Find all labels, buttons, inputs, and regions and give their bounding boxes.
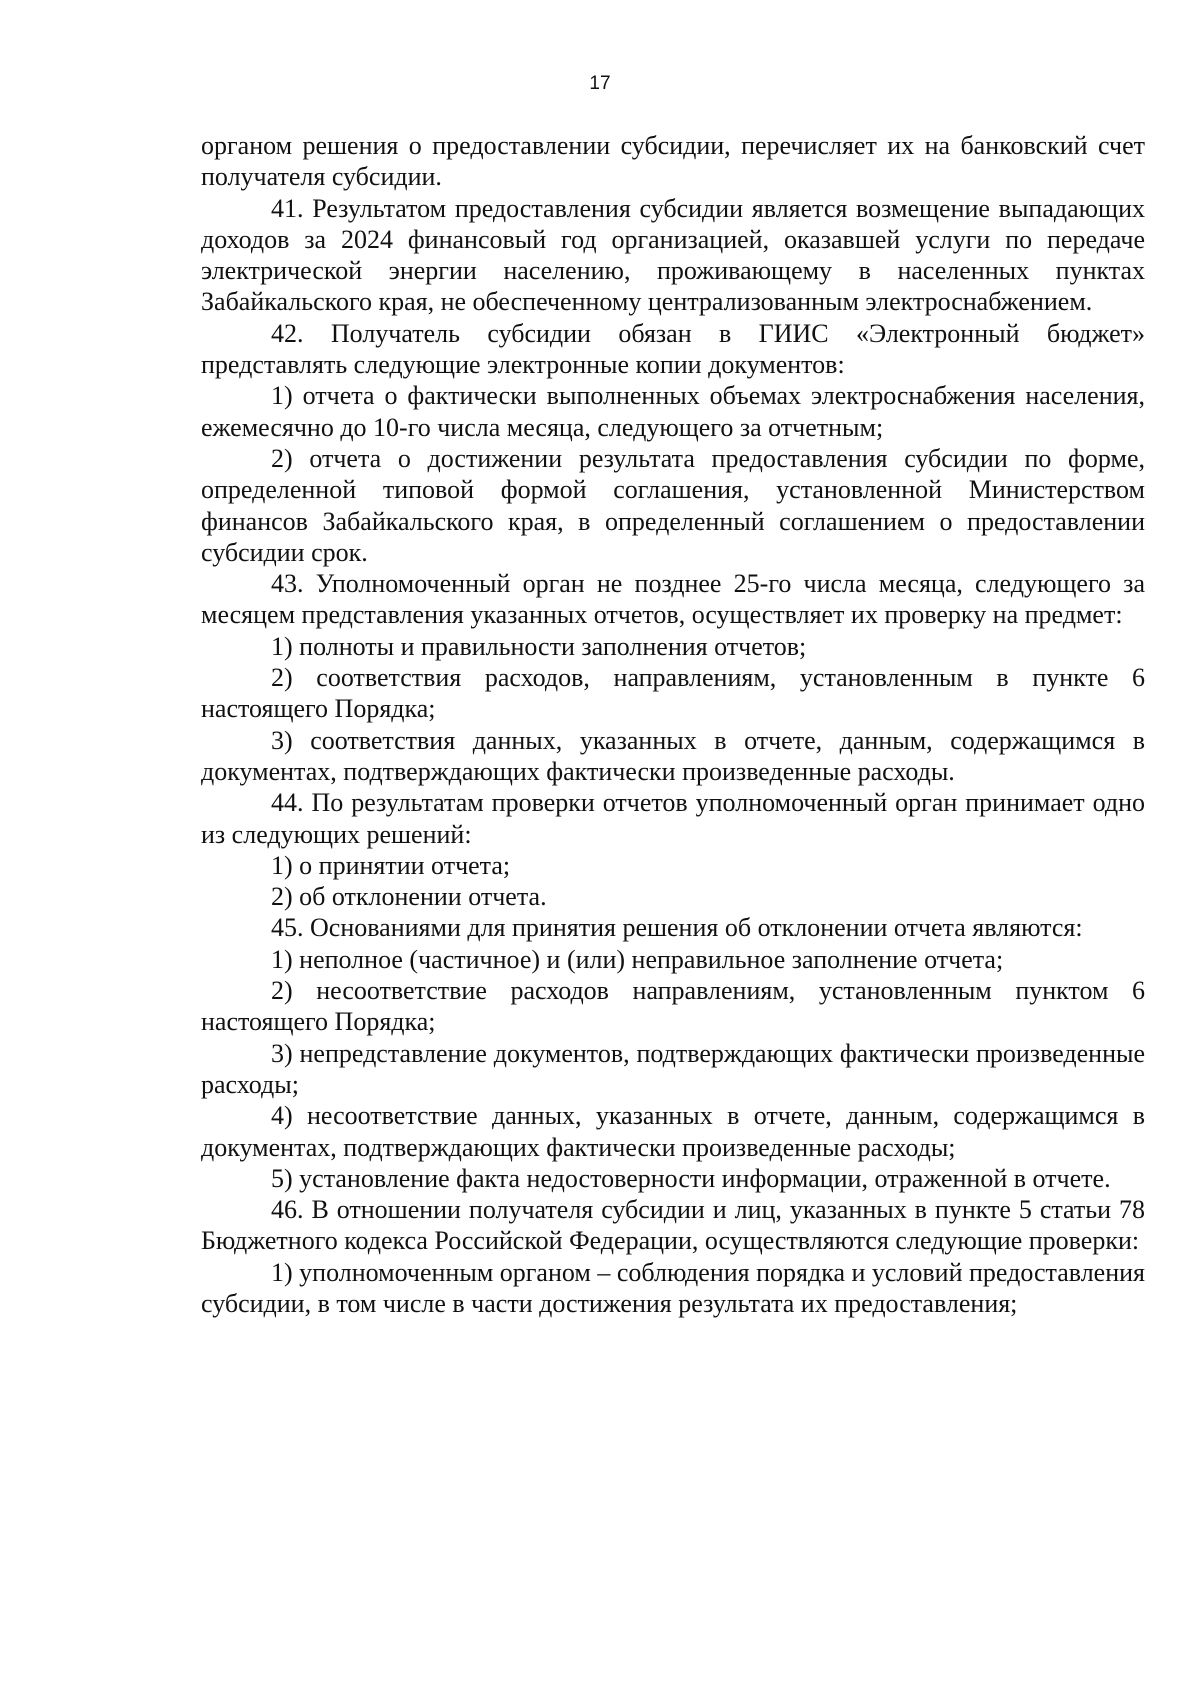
paragraph: 2) об отклонении отчета.: [271, 882, 547, 912]
paragraph: 42. Получатель субсидии обязан в ГИИС «Электронный бюджет» представлять следующие электронные копии документов:: [201, 318, 1145, 380]
paragraph: 1) неполное (частичное) и (или) неправильное заполнение отчета;: [271, 944, 1004, 974]
paragraph: 1) отчета о фактически выполненных объемах электроснабжения населения, ежемесячно до 10-го числа месяца, следующего за отчетным;: [201, 381, 1145, 442]
paragraph: 1) уполномоченным органом – соблюдения порядка и условий предоставления субсидии, в том числе в части достижения результата их предоставления;: [201, 1257, 1145, 1318]
paragraph: 41. Результатом предоставления субсидии является возмещение выпадающих доходов за 2024 финансовый год организацией, оказавшей услуги по передаче электрической энергии населению, проживающему в населенных пунктах Забайкальского края, не обеспеченному централизованным электроснабжением.: [201, 193, 1145, 317]
paragraph: 3) непредставление документов, подтверждающих фактически произведенные расходы;: [201, 1038, 1145, 1099]
paragraph: 3) соответствия данных, указанных в отчете, данным, содержащимся в документах, подтверждающих фактически произведенные расходы.: [201, 725, 1145, 786]
paragraph: 1) полноты и правильности заполнения отчетов;: [271, 631, 807, 661]
paragraph: органом решения о предоставлении субсидии, перечисляет их на банковский счет получателя субсидии.: [201, 131, 1145, 192]
paragraph: 45. Основаниями для принятия решения об отклонении отчета являются:: [271, 913, 1083, 943]
document-body: [201, 130, 1145, 1319]
paragraph: 2) отчета о достижении результата предоставления субсидии по форме, определенной типовой формой соглашения, установленной Министерством финансов Забайкальского края, в определенный соглашением о предоставлении субсидии срок.: [201, 443, 1145, 567]
paragraph: 43. Уполномоченный орган не позднее 25-го числа месяца, следующего за месяцем представления указанных отчетов, осуществляет их проверку на предмет:: [201, 569, 1145, 630]
page-number: 17: [589, 73, 611, 94]
paragraph: 44. По результатам проверки отчетов уполномоченный орган принимает одно из следующих решений:: [201, 788, 1145, 849]
paragraph: 4) несоответствие данных, указанных в отчете, данным, содержащимся в документах, подтверждающих фактически произведенные расходы;: [201, 1101, 1145, 1162]
paragraph: 5) установление факта недостоверности информации, отраженной в отчете.: [271, 1163, 1111, 1193]
paragraph: 1) о принятии отчета;: [271, 850, 511, 880]
paragraph: 46. В отношении получателя субсидии и лиц, указанных в пункте 5 статьи 78 Бюджетного кодекса Российской Федерации, осуществляются следующие проверки:: [201, 1195, 1145, 1256]
paragraph: 2) несоответствие расходов направлениям, установленным пунктом 6 настоящего Порядка;: [201, 976, 1145, 1037]
paragraph: 2) соответствия расходов, направлениям, установленным в пункте 6 настоящего Порядка;: [201, 663, 1145, 724]
